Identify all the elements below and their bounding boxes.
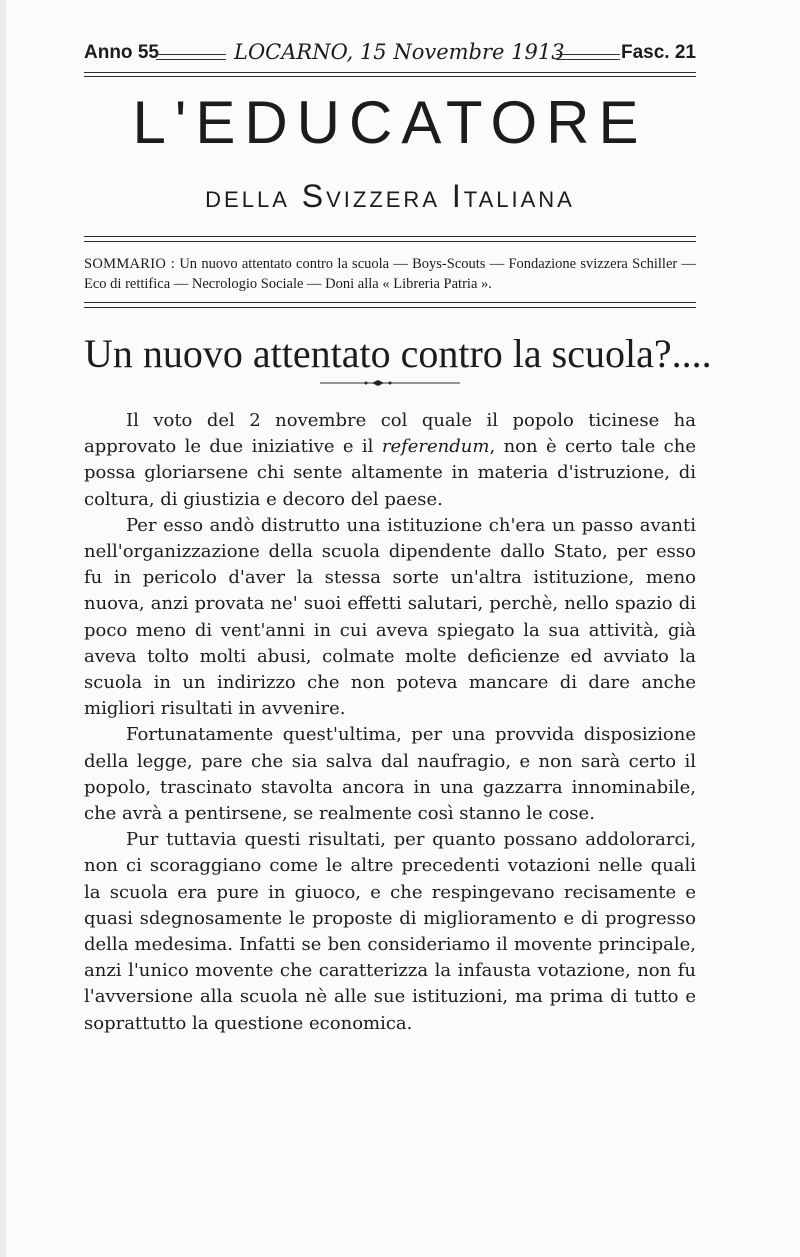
paragraph-4: Pur tuttavia questi risultati, per quanto possano addolorarci, non ci scoraggiano come le altre precedenti votazioni nelle quali la scuola era pure in giuoco, e che respingevano recisamente e quasi sdegnosamente le proposte di miglioramento e di progresso della medesima. Infatti se ben consideriamo il movente principale, anzi l'unico movente che caratterizza la infausta votazione, non fu l'avversione alla scuola nè alle sue istituzioni, ma prima di tutto e soprattutto la questione economica.	[84, 829, 696, 1034]
issue-place-date: LOCARNO, 15 Novembre 1913	[234, 40, 565, 64]
paragraph-1-italic: referendum	[381, 436, 490, 458]
article-title: Un nuovo attentato contro la scuola?....	[84, 331, 712, 376]
header-divider-left	[156, 54, 226, 60]
sommario-rule-bottom-1	[84, 302, 696, 303]
sommario-rule-top-1	[84, 236, 696, 237]
top-rule-2	[84, 76, 696, 77]
masthead-subtitle: della Svizzera Italiana	[205, 178, 575, 214]
paragraph-1-text-a: Il voto del 2 novembre col quale il popolo ticinese ha approvato le due iniziative e il	[84, 410, 696, 458]
header-divider-right	[556, 54, 620, 60]
sommario-rule-top-2	[84, 241, 696, 242]
issue-header	[84, 40, 696, 70]
journal-page	[6, 0, 800, 1257]
paragraph-2: Per esso andò distrutto una istituzione ch'era un passo avanti nell'organizzazione della scuola dipendente dallo Stato, per esso fu in pericolo d'aver la stessa sorte un'altra istituzione, meno nuova, anzi provata ne' suoi effetti salutari, perchè, nello spazio di poco meno di vent'anni in cui aveva spiegato la sua attività, già aveva tolto molti abusi, colmate molte deficienze ed avviato la scuola in un indirizzo che non poteva mancare di dare anche migliori risultati in avvenire.	[84, 514, 696, 720]
masthead-title: L'EDUCATORE	[132, 89, 648, 156]
paragraph-1	[84, 408, 696, 513]
table-of-contents	[84, 254, 696, 294]
sommario-text: Un nuovo attentato contro la scuola — Boys-Scouts — Fondazione svizzera Schiller — Eco di rettifica — Necrologio Sociale — Doni alla « Libreria Patria ».	[84, 256, 696, 292]
top-rule-1	[84, 72, 696, 73]
title-ornament-divider	[320, 378, 460, 388]
sommario-rule-bottom-2	[84, 307, 696, 308]
paragraph-3: Fortunatamente quest'ultima, per una provvida disposizione della legge, pare che sia salva dal naufragio, e non sarà certo il popolo, trascinato stavolta ancora in una gazzarra innominabile, che avrà a pentirsene, se realmente così stanno le cose.	[84, 724, 696, 825]
paragraph-1-text-b: , non è certo tale che possa gloriarsene chi sente altamente in materia d'istruzione, di coltura, di giustizia e decoro del paese.	[84, 436, 696, 510]
issue-year: Anno 55	[84, 42, 159, 63]
issue-number: Fasc. 21	[621, 42, 696, 63]
sommario-label: SOMMARIO :	[84, 256, 176, 272]
article-body	[84, 408, 696, 1037]
